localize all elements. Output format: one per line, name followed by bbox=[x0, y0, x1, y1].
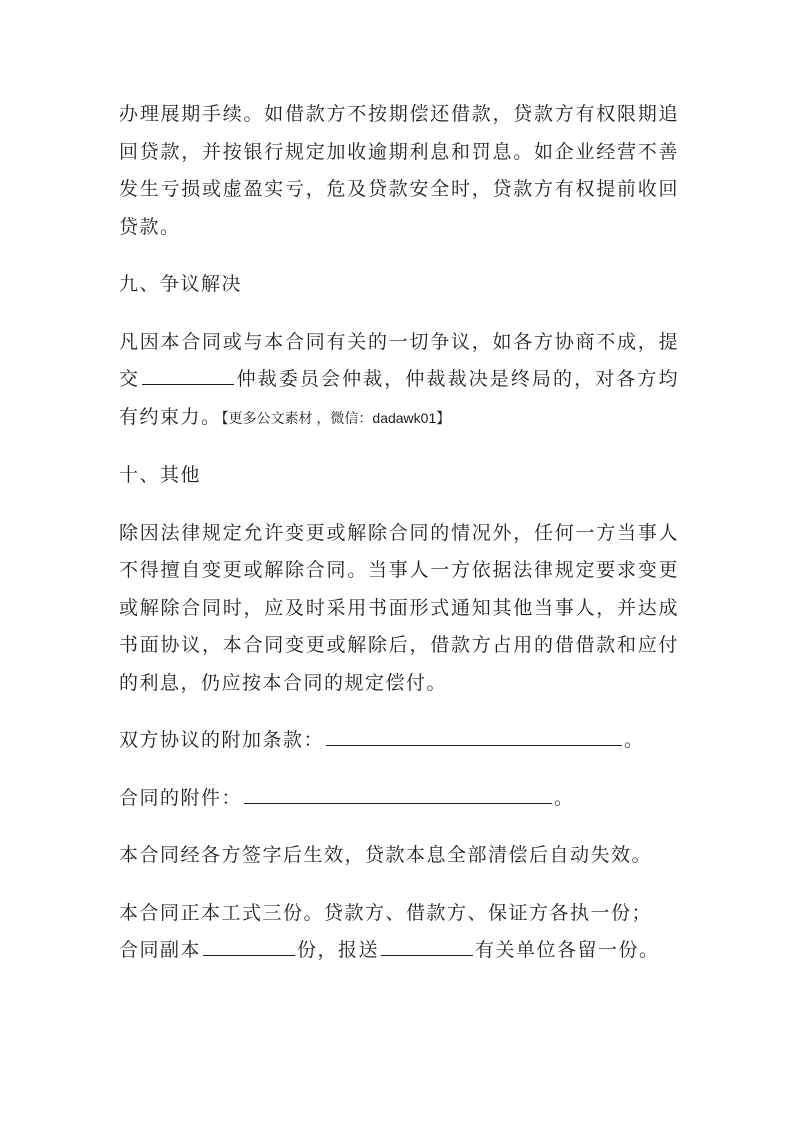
document-body bbox=[119, 96, 679, 990]
wechat-note: 【更多公文素材 ，微信：dadawk01】 bbox=[221, 409, 451, 426]
paragraph-text: 份，报送 bbox=[297, 939, 380, 961]
paragraph-text: 有关单位各留一份。 bbox=[475, 939, 660, 961]
section-heading-dispute bbox=[119, 266, 679, 304]
paragraph-text: 合同副本 bbox=[119, 939, 202, 961]
paragraph-arbitration bbox=[119, 324, 679, 438]
paragraph-copies bbox=[119, 895, 679, 970]
paragraph-text: 凡因本合同或与本合同有关的一切争议，如各方协商不成，提交 bbox=[119, 330, 679, 390]
paragraph-text: 。 bbox=[624, 729, 645, 751]
blank-additional-terms bbox=[326, 723, 622, 746]
blank-recipient bbox=[381, 933, 473, 956]
paragraph-text: 办理展期手续。如借款方不按期偿还借款，贷款方有权限期追回贷款，并按银行规定加收逾期利息和罚息。如企业经营不善发生亏损或虚盈实亏，危及贷款安全时，贷款方有权提前收回贷款。 bbox=[119, 103, 679, 238]
blank-copy-count bbox=[203, 933, 295, 956]
paragraph-contract-change bbox=[119, 515, 679, 703]
paragraph-text: 除因法律规定允许变更或解除合同的情况外，任何一方当事人不得擅自变更或解除合同。当事人一方依据法律规定要求变更或解除合同时，应及时采用书面形式通知其他当事人，并达成书面协议，本合同变更或解除后，借款方占用的借借款和应付的利息，仍应按本合同的规定偿付。 bbox=[119, 521, 679, 694]
section-heading-other bbox=[119, 457, 679, 495]
blank-arbitration-committee bbox=[142, 362, 234, 385]
heading-text: 十、其他 bbox=[119, 464, 202, 486]
paragraph-text: 合同的附件： bbox=[119, 786, 243, 809]
paragraph-text: 仲裁委员会仲裁，仲裁裁决是终局的，对各方均有约束力。 bbox=[119, 368, 679, 428]
paragraph-loan-recall bbox=[119, 96, 679, 246]
heading-text: 九、争议解决 bbox=[119, 273, 243, 295]
paragraph-text: 本合同正本工式三份。贷款方、借款方、保证方各执一份； bbox=[119, 901, 653, 924]
paragraph-attachments bbox=[119, 780, 679, 818]
paragraph-text: 双方协议的附加条款： bbox=[119, 729, 325, 751]
blank-attachments bbox=[244, 781, 552, 804]
paragraph-additional-terms bbox=[119, 722, 679, 760]
paragraph-text: 本合同经各方签字后生效，贷款本息全部清偿后自动失效。 bbox=[119, 844, 653, 866]
paragraph-text: 。 bbox=[554, 786, 575, 809]
paragraph-effective bbox=[119, 837, 679, 875]
